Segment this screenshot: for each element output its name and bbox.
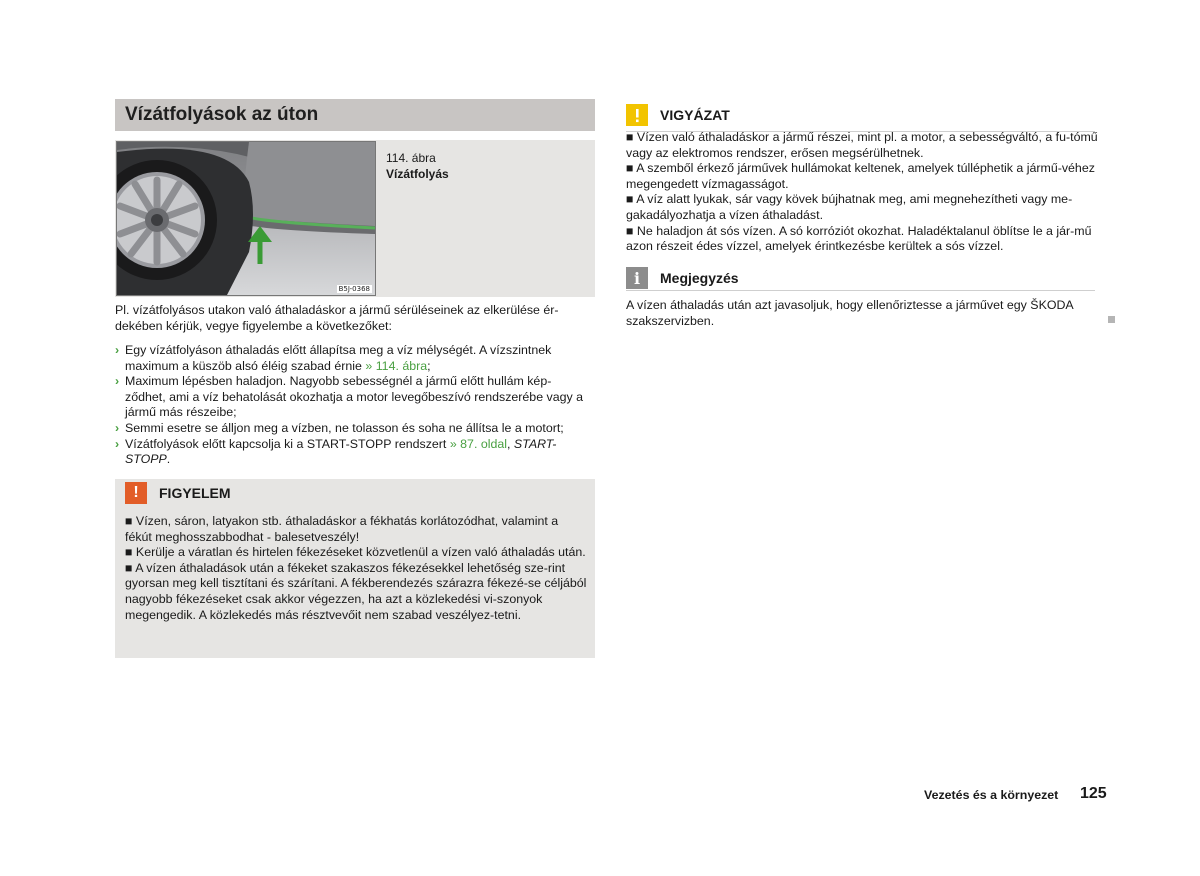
caution-header xyxy=(626,99,1095,132)
figure-box xyxy=(115,140,595,297)
page-link[interactable]: » 87. oldal xyxy=(449,436,508,451)
list-item-text: Maximum lépésben haladjon. Nagyobb sebességnél a jármű előtt hullám kép-ződhet, ami a víz behatolását okozhatja a motor levegőbeszívó rendszerébe vagy a jármű más részeibe; xyxy=(125,374,584,420)
list-item-text: Egy vízátfolyáson áthaladás előtt állapítsa meg a víz mélységét. A vízszintnek maximum a küszöb alsó éléig szabad érnie xyxy=(125,343,552,373)
warning-item: ■ Kerülje a váratlan és hirtelen fékezéseket közvetlenül a vízen való áthaladás után. xyxy=(125,545,586,560)
chevron-right-icon: › xyxy=(115,343,120,357)
figure-title: Vízátfolyás xyxy=(386,167,449,181)
warning-title: FIGYELEM xyxy=(159,485,231,501)
figure-code: B5J-0368 xyxy=(338,285,370,293)
info-icon: i xyxy=(626,267,648,289)
caution-title: VIGYÁZAT xyxy=(660,107,730,123)
section-end-marker xyxy=(1108,316,1115,323)
figure-illustration xyxy=(116,141,376,296)
note-body: A vízen áthaladás után azt javasoljuk, hogy ellenőriztesse a járművet egy ŠKODA szakszervizben. xyxy=(626,298,1073,328)
page-number: 125 xyxy=(1080,785,1107,802)
caution-body xyxy=(626,130,1104,255)
list-item-suffix: ; xyxy=(427,358,431,373)
figure-link[interactable]: » 114. ábra xyxy=(365,358,428,373)
caution-triangle-icon xyxy=(626,104,648,126)
chevron-right-icon: › xyxy=(115,436,120,451)
caution-item: ■ A szemből érkező járművek hullámokat keltenek, amelyek túlléphetik a jármű-véhez megengedett vízmagasságot. xyxy=(626,161,1095,191)
footer-section-title: Vezetés és a környezet xyxy=(924,788,1059,802)
caution-item: ■ Ne haladjon át sós vízen. A só korróziót okozhat. Haladéktalanul öblítse le a jár-mű azon részeit édes vízzel, amelyek érintkezésbe kerültek a sós vízzel. xyxy=(626,223,1092,254)
list-item-text: Semmi esetre se álljon meg a vízben, ne tolasson és soha ne állítsa le a motort; xyxy=(125,420,564,435)
list-item-suffix: . xyxy=(166,452,171,467)
warning-box xyxy=(115,479,595,658)
list-item-italic: START-STOPP xyxy=(125,436,557,467)
warning-header xyxy=(125,481,595,505)
section-title: Vízátfolyások az úton xyxy=(115,99,595,131)
list-item-sep: , xyxy=(507,436,514,451)
caution-item: ■ A víz alatt lyukak, sár vagy kövek bújhatnak meg, ami megnehezítheti vagy me-gakadályozhatja a vízen áthaladást. xyxy=(626,192,1073,222)
list-item xyxy=(115,421,585,437)
warning-item: ■ Vízen, sáron, latyakon stb. áthaladáskor a fékhatás korlátozódhat, valamint a fékút meghosszabbodhat - balesetveszély! xyxy=(125,514,559,544)
list-item-text: Vízátfolyások előtt kapcsolja ki a START-STOPP rendszert xyxy=(125,436,447,451)
exclamation-icon: ! xyxy=(125,482,147,504)
note-title: Megjegyzés xyxy=(660,270,739,286)
chevron-right-icon: › xyxy=(115,420,120,435)
intro-paragraph: Pl. vízátfolyásos utakon való áthaladáskor a jármű sérüléseinek az elkerülése ér-dekében kérjük, vegye figyelembe a következőket: xyxy=(115,303,559,333)
list-item xyxy=(115,343,585,374)
chevron-right-icon: › xyxy=(115,374,120,389)
warning-item: ■ A vízen áthaladások után a fékeket szakaszos fékezésekkel lehetőség sze-rint gyorsan meg kell tisztítani és szárítani. A fékberendezés szárazra fékezé-se céljából nagyobb fékezéseket csak akkor végezzen, ha azt a közlekedési vi-szonyok megengedik. A közlekedés más résztvevőit nem szabad veszélyez-tetni. xyxy=(125,560,587,622)
instruction-list xyxy=(115,343,585,468)
car-wading-illustration xyxy=(117,142,375,295)
list-item xyxy=(115,437,585,468)
caution-item: ■ Vízen való áthaladáskor a jármű részei, mint pl. a motor, a sebességváltó, a fu-tómű vagy az elektromos rendszer, erősen megsérülhetnek. xyxy=(626,130,1098,160)
note-header xyxy=(626,266,1095,291)
warning-body xyxy=(125,514,587,623)
figure-number: 114. ábra xyxy=(386,151,436,165)
figure-caption xyxy=(386,150,449,182)
list-item xyxy=(115,374,585,421)
